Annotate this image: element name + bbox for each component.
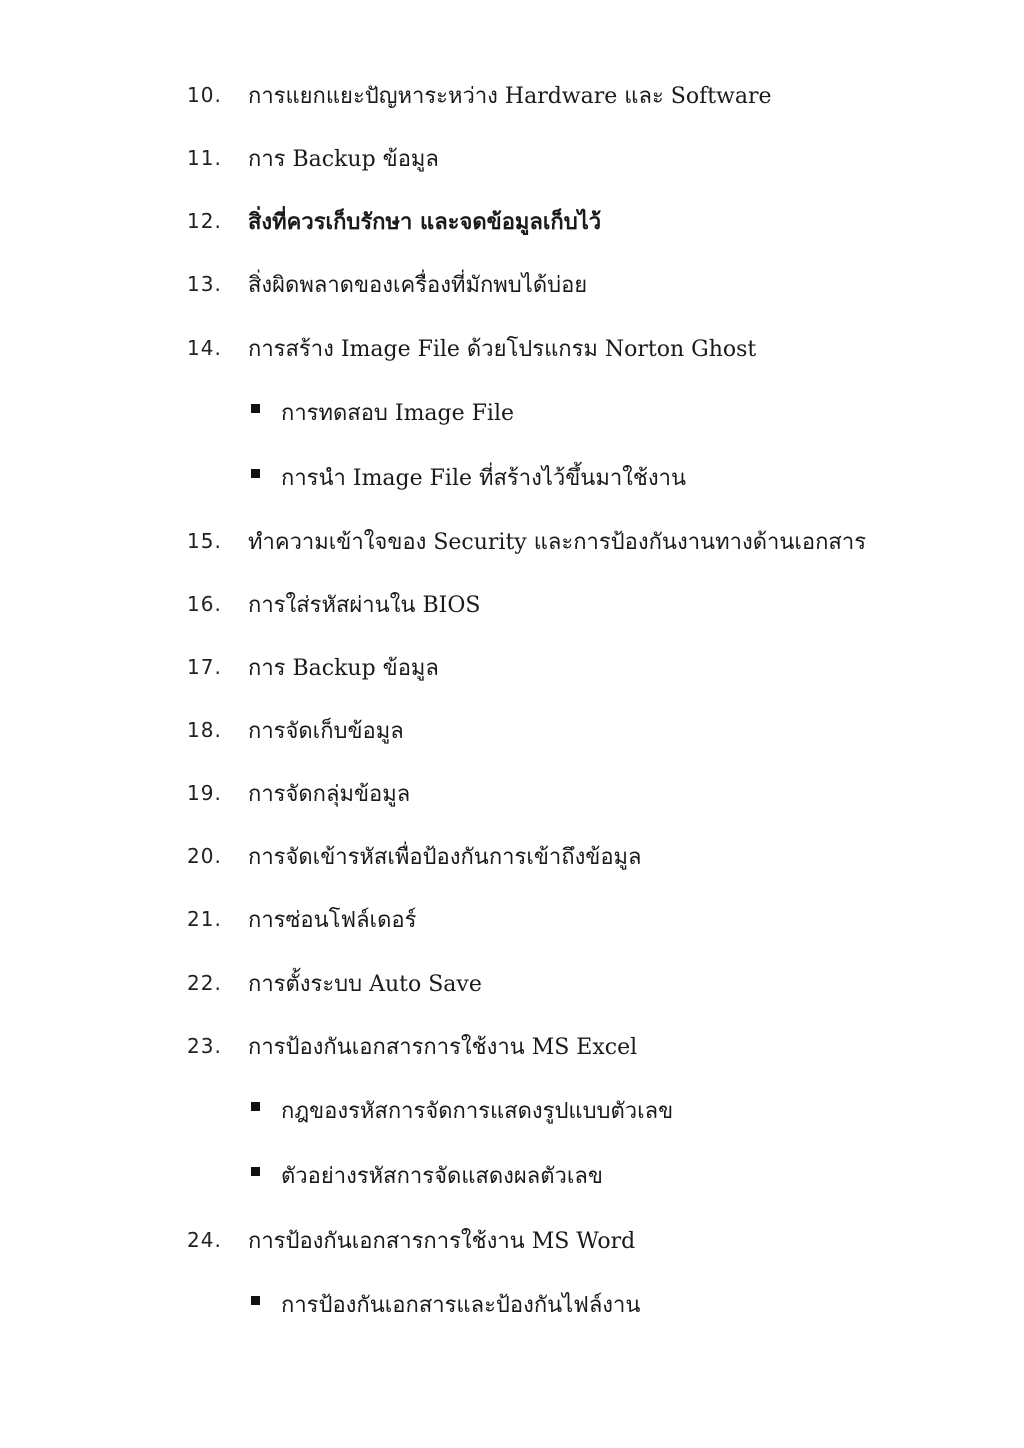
- sub-item-text: ตัวอย่างรหัสการจัดแสดงผลตัวเลข: [281, 1163, 603, 1189]
- item-number: 24.: [187, 1228, 222, 1252]
- square-bullet-icon: [251, 1296, 260, 1305]
- sub-item-text: การนำ Image File ที่สร้างไว้ขึ้นมาใช้งาน: [281, 465, 686, 491]
- item-text: สิ่งผิดพลาดของเครื่องที่มักพบได้บ่อย: [248, 272, 588, 298]
- square-bullet-icon: [251, 1167, 260, 1176]
- item-number: 17.: [187, 655, 222, 679]
- item-number: 10.: [187, 83, 222, 107]
- item-number: 18.: [187, 718, 222, 742]
- item-number: 15.: [187, 529, 222, 553]
- sub-item-text: การทดสอบ Image File: [281, 400, 514, 426]
- item-text: การจัดเก็บข้อมูล: [248, 718, 404, 744]
- item-number: 21.: [187, 907, 222, 931]
- item-text: ทำความเข้าใจของ Security และการป้องกันงานทางด้านเอกสาร: [248, 529, 867, 555]
- item-text: สิ่งที่ควรเก็บรักษา และจดข้อมูลเก็บไว้: [248, 208, 602, 235]
- square-bullet-icon: [251, 404, 260, 413]
- item-number: 12.: [187, 209, 222, 233]
- square-bullet-icon: [251, 1102, 260, 1111]
- item-text: การป้องกันเอกสารการใช้งาน MS Word: [248, 1228, 636, 1254]
- item-text: การสร้าง Image File ด้วยโปรแกรม Norton Ghost: [248, 336, 757, 362]
- item-text: การป้องกันเอกสารการใช้งาน MS Excel: [248, 1034, 638, 1060]
- item-number: 13.: [187, 272, 222, 296]
- item-text: การ Backup ข้อมูล: [248, 146, 439, 172]
- item-number: 22.: [187, 971, 222, 995]
- item-text: การจัดเข้ารหัสเพื่อป้องกันการเข้าถึงข้อมูล: [248, 844, 642, 870]
- item-number: 16.: [187, 592, 222, 616]
- item-number: 20.: [187, 844, 222, 868]
- sub-item-text: การป้องกันเอกสารและป้องกันไฟล์งาน: [281, 1292, 641, 1318]
- item-number: 14.: [187, 336, 222, 360]
- item-text: การจัดกลุ่มข้อมูล: [248, 781, 411, 807]
- item-text: การใส่รหัสผ่านใน BIOS: [248, 592, 481, 618]
- item-text: การแยกแยะปัญหาระหว่าง Hardware และ Software: [248, 83, 772, 109]
- item-number: 11.: [187, 146, 222, 170]
- item-text: การตั้งระบบ Auto Save: [248, 971, 482, 997]
- sub-item-text: กฎของรหัสการจัดการแสดงรูปแบบตัวเลข: [281, 1098, 674, 1124]
- item-text: การซ่อนโฟล์เดอร์: [248, 907, 417, 933]
- item-text: การ Backup ข้อมูล: [248, 655, 439, 681]
- item-number: 19.: [187, 781, 222, 805]
- square-bullet-icon: [251, 469, 260, 478]
- item-number: 23.: [187, 1034, 222, 1058]
